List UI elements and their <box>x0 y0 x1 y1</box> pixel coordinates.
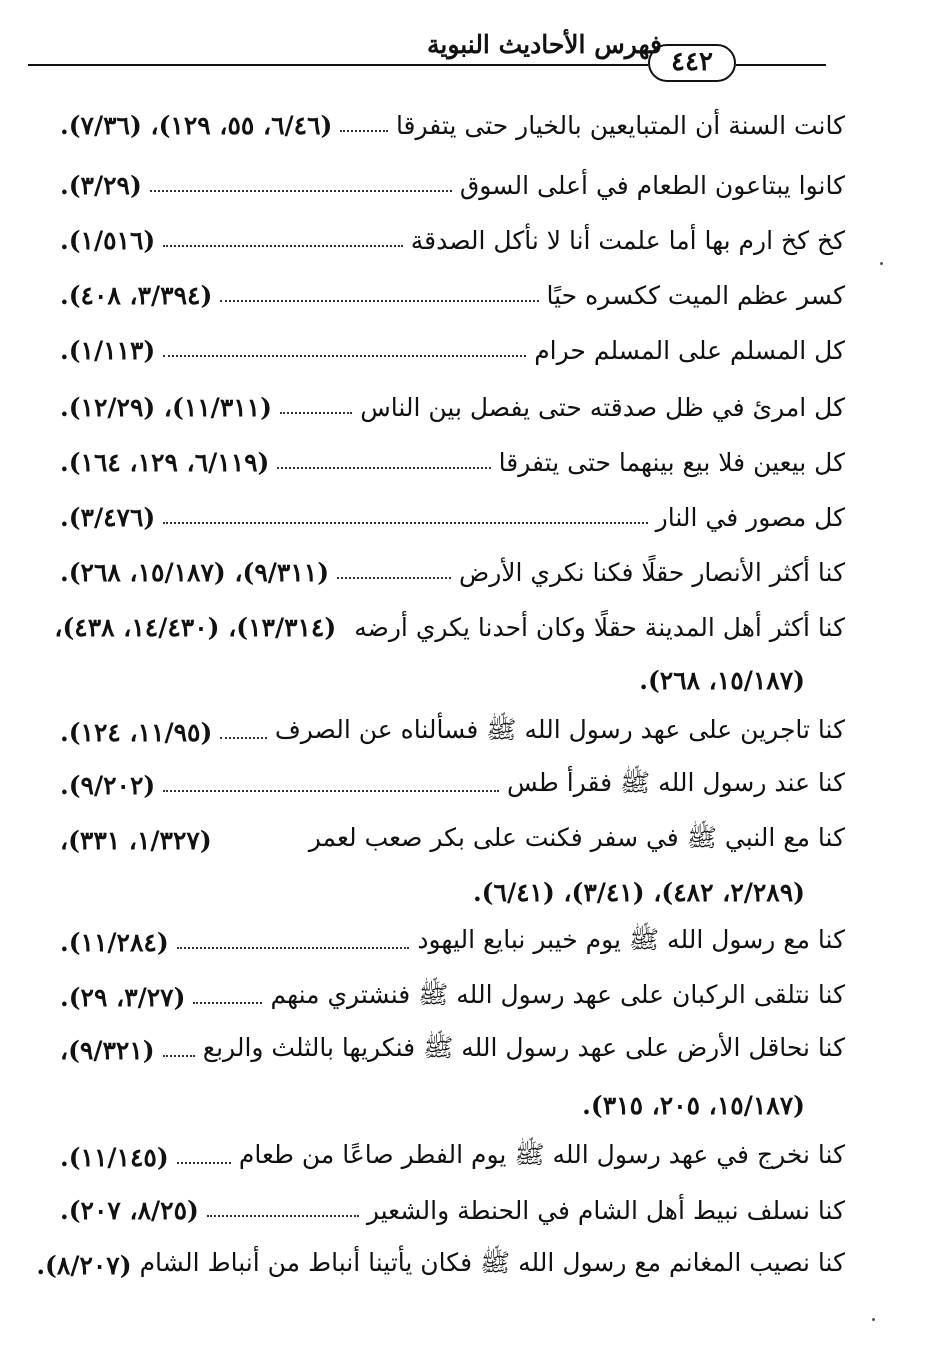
entry-reference: (٨/٢٠٧). <box>36 1250 132 1280</box>
index-entry <box>60 552 845 592</box>
entry-text: كنا مع رسول الله ﷺ يوم خيبر نبايع اليهود <box>417 924 845 954</box>
index-entry <box>60 1030 845 1070</box>
entry-reference-continued: (١٥/١٨٧، ٢٠٥، ٣١٥). <box>582 1090 805 1120</box>
leader-dots <box>216 845 305 847</box>
index-entry <box>60 977 845 1017</box>
entry-text: كانوا يبتاعون الطعام في أعلى السوق <box>459 170 845 200</box>
page-number: ٤٤٢ <box>648 44 736 82</box>
index-entry <box>60 220 845 260</box>
entry-text: كسر عظم الميت ككسره حيًا <box>546 280 845 310</box>
index-entry <box>60 1190 845 1230</box>
index-entry <box>60 275 845 315</box>
leader-dots <box>163 790 499 792</box>
entry-reference: (٦/٤٦، ٥٥، ١٢٩)، (٧/٣٦). <box>60 110 333 140</box>
entry-text: كنا نحاقل الأرض على عهد رسول الله ﷺ فنكريها بالثلث والربع <box>202 1032 845 1062</box>
leader-dots <box>163 522 647 524</box>
entry-reference-continued: (١٥/١٨٧، ٢٦٨). <box>639 665 805 695</box>
index-entry <box>60 765 845 805</box>
entry-text: كنا نصيب المغانم مع رسول الله ﷺ فكان يأتينا أنباط من أنباط الشام <box>139 1247 845 1277</box>
index-entry <box>60 442 845 482</box>
index-entry <box>54 607 845 647</box>
index-entry <box>60 105 845 145</box>
leader-dots <box>163 245 403 247</box>
index-entry <box>60 922 845 962</box>
index-entry <box>60 1137 845 1177</box>
entry-reference: (١٣/٣١٤)، (١٤/٤٣٠، ٤٣٨)، <box>54 612 337 642</box>
entry-text: كنا نسلف نبيط أهل الشام في الحنطة والشعير <box>366 1195 845 1225</box>
entry-reference: (٩/٢٠٢). <box>60 770 156 800</box>
entry-text: كنا مع النبي ﷺ في سفر فكنت على بكر صعب لعمر <box>308 822 845 852</box>
leader-dots <box>220 300 538 302</box>
entry-reference: (٣/٤٧٦). <box>60 502 156 532</box>
entry-reference: (٣/٣٩٤، ٤٠٨). <box>60 280 213 310</box>
index-entry <box>60 820 845 860</box>
leader-dots <box>177 947 410 949</box>
index-entry <box>60 497 845 537</box>
index-entry <box>60 712 845 752</box>
entry-reference: (٣/٢٩). <box>60 170 142 200</box>
entry-reference: (١١/٣١١)، (١٢/٢٩). <box>60 392 272 422</box>
index-entry <box>36 1245 845 1285</box>
entry-reference: (٣/٢٧، ٢٩). <box>60 982 186 1012</box>
margin-speck <box>880 262 883 265</box>
leader-dots <box>193 1002 262 1004</box>
index-entry <box>60 330 845 370</box>
entry-reference: (١/١١٣). <box>60 335 156 365</box>
leader-dots <box>277 467 490 469</box>
leader-dots <box>150 190 452 192</box>
index-entry <box>60 387 845 427</box>
leader-dots <box>177 1162 231 1164</box>
entry-text: كل المسلم على المسلم حرام <box>534 335 845 365</box>
entry-text: كانت السنة أن المتبايعين بالخيار حتى يتفرقا <box>395 110 845 140</box>
entry-reference-continued: (٢/٢٨٩، ٤٨٢)، (٣/٤١)، (٦/٤١). <box>472 877 805 907</box>
entry-text: كنا أكثر الأنصار حقلًا فكنا نكري الأرض <box>458 557 845 587</box>
entry-reference: (٩/٣٢١)، <box>60 1035 155 1065</box>
leader-dots <box>340 632 350 634</box>
entry-reference: (٩/٣١١)، (١٥/١٨٧، ٢٦٨). <box>60 557 330 587</box>
margin-speck <box>872 1318 875 1321</box>
leader-dots <box>163 355 526 357</box>
entry-text: كنا نتلقى الركبان على عهد رسول الله ﷺ فنشتري منهم <box>270 979 845 1009</box>
index-entry-continuation <box>60 872 845 912</box>
leader-dots <box>340 130 388 132</box>
leader-dots <box>280 412 352 414</box>
entry-reference: (٦/١١٩، ١٢٩، ١٦٤). <box>60 447 270 477</box>
leader-dots <box>337 577 451 579</box>
entry-text: كخ كخ ارم بها أما علمت أنا لا نأكل الصدقة <box>410 225 845 255</box>
entry-text: كل بيعين فلا بيع بينهما حتى يتفرقا <box>498 447 845 477</box>
entry-text: كنا نخرج في عهد رسول الله ﷺ يوم الفطر صاعًا من طعام <box>238 1139 845 1169</box>
index-entry <box>60 165 845 205</box>
leader-dots <box>163 1055 195 1057</box>
index-entry-continuation <box>60 1085 845 1125</box>
entry-text: كنا عند رسول الله ﷺ فقرأ طس <box>507 767 845 797</box>
entry-text: كل امرئ في ظل صدقته حتى يفصل بين الناس <box>360 392 845 422</box>
header-title: فهرس الأحاديث النبوية <box>426 30 662 59</box>
entry-reference: (٨/٢٥، ٢٠٧). <box>60 1195 199 1225</box>
entry-reference: (١/٥١٦). <box>60 225 156 255</box>
entry-text: كنا أكثر أهل المدينة حقلًا وكان أحدنا يكري أرضه <box>354 612 845 642</box>
entry-reference: (١١/٢٨٤). <box>60 927 169 957</box>
entry-text: كل مصور في النار <box>655 502 845 532</box>
entry-reference: (١١/٩٥، ١٢٤). <box>60 717 213 747</box>
index-entry-continuation <box>60 660 845 700</box>
entry-text: كنا تاجرين على عهد رسول الله ﷺ فسألناه عن الصرف <box>274 714 845 744</box>
entry-reference: (١١/١٤٥). <box>60 1142 169 1172</box>
entry-reference: (١/٣٢٧، ٣٣١)، <box>60 825 212 855</box>
leader-dots <box>207 1215 359 1217</box>
leader-dots <box>220 737 267 739</box>
